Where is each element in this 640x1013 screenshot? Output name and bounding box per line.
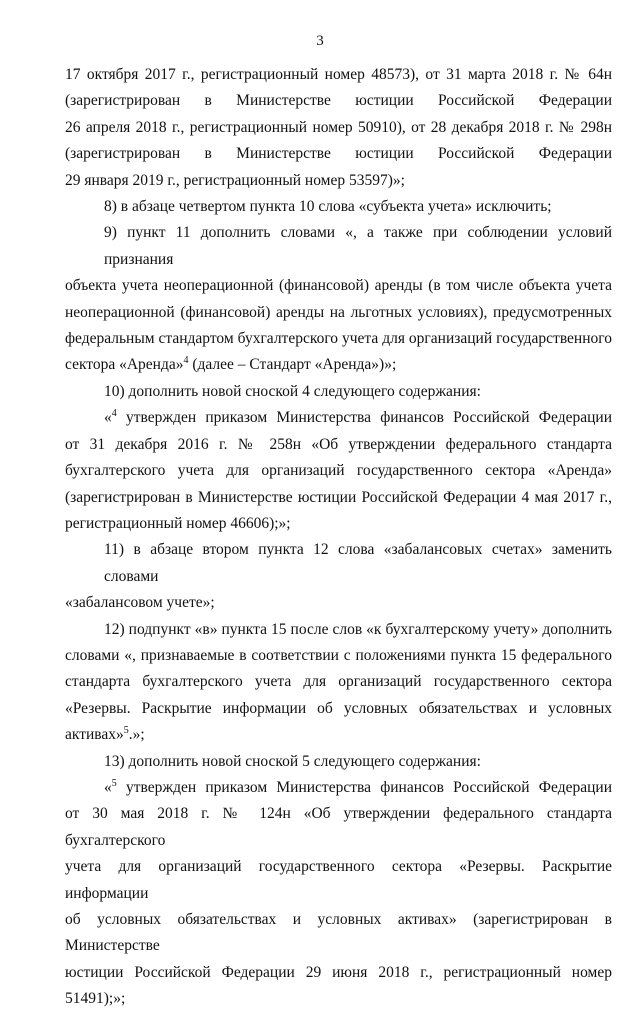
text-line: 8) в абзаце четвертом пункта 10 слова «субъекта учета» исключить; bbox=[104, 198, 552, 216]
footnote-ref-5: 5 bbox=[123, 725, 129, 737]
text-line: 29 января 2019 г., регистрационный номер 53597)»; bbox=[65, 171, 405, 189]
text-line: бухгалтерского учета для организаций государственного сектора «Аренда» bbox=[65, 462, 612, 480]
paragraph-footnote-5 bbox=[65, 775, 612, 1013]
text-line: 11) в абзаце втором пункта 12 слова «забалансовых счетах» заменить словами bbox=[104, 541, 612, 585]
text-line bbox=[65, 722, 612, 748]
text-line: 12) подпункт «в» пункта 15 после слов «к бухгалтерскому учету» дополнить bbox=[104, 620, 612, 638]
text-fragment: сектора «Аренда» bbox=[65, 356, 184, 374]
text-line: регистрационный номер 46606);»; bbox=[65, 514, 291, 532]
text-fragment: (далее – Стандарт «Аренда»)»; bbox=[188, 356, 397, 374]
text-fragment: .»; bbox=[128, 726, 145, 744]
text-line: словами «, признаваемые в соответствии с положениями пункта 15 федерального bbox=[65, 646, 612, 664]
text-line: неоперационной (финансовой) аренды на льготных условиях), предусмотренных bbox=[65, 303, 612, 321]
paragraph-continuation bbox=[65, 62, 612, 194]
text-line: федеральным стандартом бухгалтерского учета для организаций государственного bbox=[65, 330, 612, 348]
text-line: от 30 мая 2018 г. № 124н «Об утверждении федерального стандарта бухгалтерского bbox=[65, 805, 612, 849]
text-line: (зарегистрирован в Министерстве юстиции Российской Федерации 4 мая 2017 г., bbox=[65, 488, 612, 506]
text-line: «забалансовом учете»; bbox=[65, 594, 215, 612]
text-line: юстиции Российской Федерации 29 июня 2018 г., регистрационный номер 51491);»; bbox=[65, 963, 612, 1008]
footnote-ref-4: 4 bbox=[183, 355, 189, 367]
paragraph-item-9 bbox=[65, 220, 612, 378]
text-line: стандарта бухгалтерского учета для организаций государственного сектора bbox=[65, 673, 612, 691]
paragraph-item-11 bbox=[65, 537, 612, 616]
document-body bbox=[65, 62, 612, 1013]
text-fragment: « bbox=[104, 409, 112, 427]
text-line: «Резервы. Раскрытие информации об условных обязательствах и условных bbox=[65, 699, 612, 717]
text-line: (зарегистрирован в Министерстве юстиции Российской Федерации bbox=[65, 92, 612, 110]
paragraph-item-12 bbox=[65, 617, 612, 749]
text-fragment: утвержден приказом Министерства финансов Российской Федерации bbox=[116, 409, 612, 427]
text-line: 13) дополнить новой сноской 5 следующего содержания: bbox=[104, 752, 481, 770]
footnote-mark-4: 4 bbox=[111, 408, 117, 420]
text-line: 10) дополнить новой сноской 4 следующего содержания: bbox=[104, 382, 481, 400]
text-line: учета для организаций государственного сектора «Резервы. Раскрытие информации bbox=[65, 858, 612, 902]
text-fragment: утвержден приказом Министерства финансов Российской Федерации bbox=[116, 778, 612, 796]
text-line bbox=[65, 775, 612, 801]
page-number: 3 bbox=[316, 33, 324, 49]
text-line: (зарегистрирован в Министерстве юстиции Российской Федерации bbox=[65, 145, 612, 163]
footnote-mark-5: 5 bbox=[111, 777, 117, 789]
text-fragment: активах» bbox=[65, 726, 124, 744]
text-line bbox=[65, 352, 612, 378]
paragraph-item-10 bbox=[65, 379, 612, 405]
text-line: объекта учета неоперационной (финансовой) аренды (в том числе объекта учета bbox=[65, 277, 612, 295]
text-line bbox=[65, 405, 612, 431]
text-line: 17 октября 2017 г., регистрационный номер 48573), от 31 марта 2018 г. № 64н bbox=[65, 66, 612, 83]
paragraph-footnote-4 bbox=[65, 405, 612, 537]
paragraph-item-13 bbox=[65, 749, 612, 775]
text-line: 26 апреля 2018 г., регистрационный номер 50910), от 28 декабря 2018 г. № 298н bbox=[65, 118, 612, 136]
text-line: об условных обязательствах и условных активах» (зарегистрирован в Министерстве bbox=[65, 911, 612, 955]
text-fragment: « bbox=[104, 778, 112, 796]
paragraph-item-8 bbox=[65, 194, 612, 220]
text-line: от 31 декабря 2016 г. № 258н «Об утверждении федерального стандарта bbox=[65, 435, 612, 453]
text-line: 9) пункт 11 дополнить словами «, а также при соблюдении условий признания bbox=[104, 224, 612, 268]
